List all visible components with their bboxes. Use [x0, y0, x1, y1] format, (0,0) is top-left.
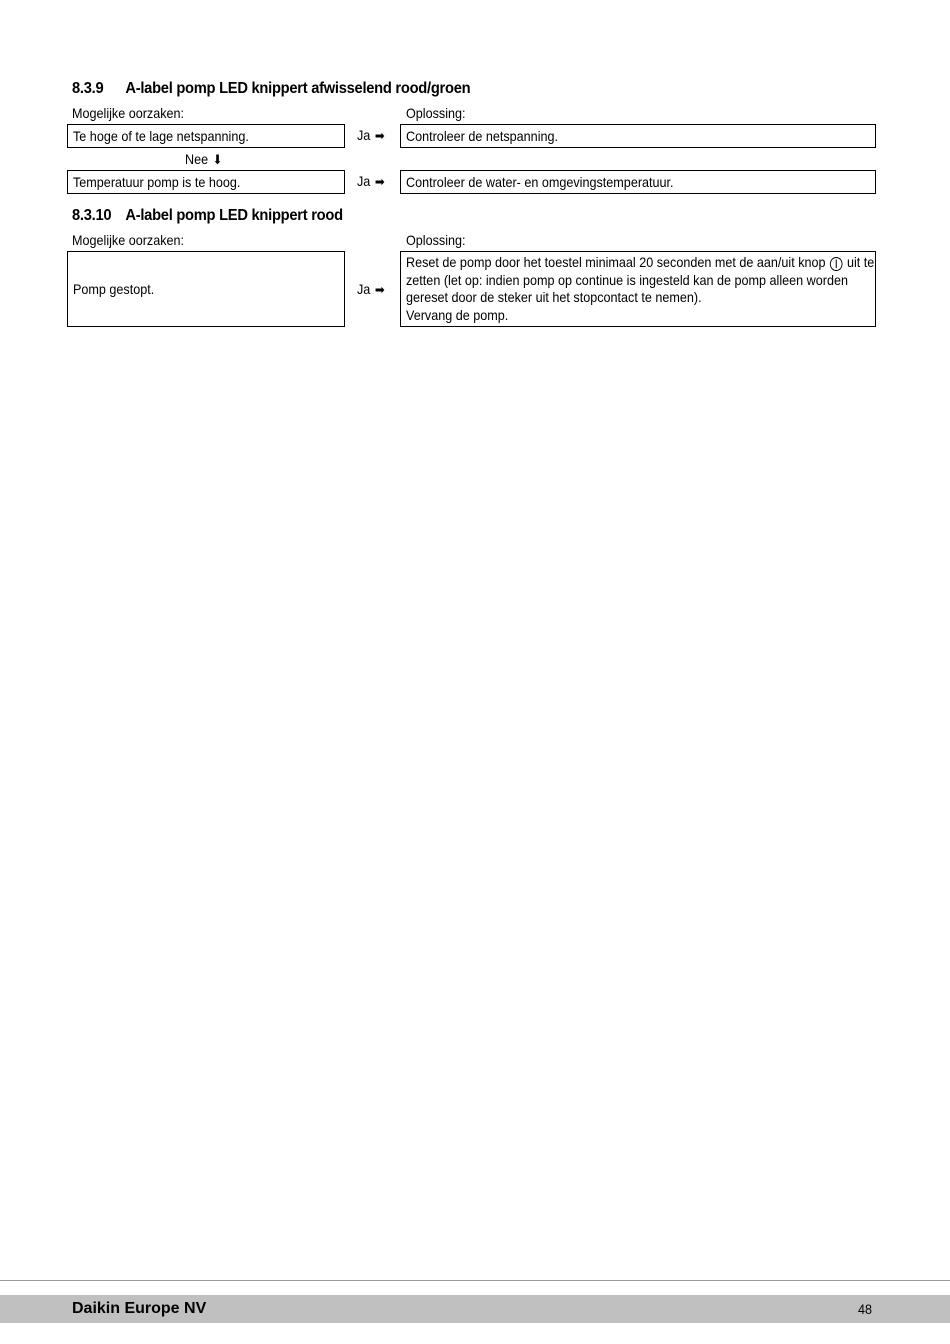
cause-text: Pomp gestopt. — [73, 281, 155, 297]
section-heading-8-3-9 — [72, 80, 470, 98]
cause-text: Te hoge of te lage netspanning. — [73, 128, 249, 144]
solution-part1: Reset de pomp door het toestel minimaal 20 seconden met de aan/uit knop — [406, 254, 826, 270]
solution-text: Controleer de water- en omgevingstemperatuur. — [406, 174, 674, 190]
footer-divider — [0, 1280, 950, 1281]
solution-label: Oplossing: — [406, 105, 466, 121]
footer-company: Daikin Europe NV — [72, 1300, 207, 1317]
solution-label: Oplossing: — [406, 232, 466, 248]
section-heading-8-3-10 — [72, 207, 343, 225]
no-connector — [185, 151, 222, 168]
solution-text: Controleer de netspanning. — [406, 128, 559, 144]
section-number: 8.3.10 — [72, 207, 112, 224]
section-title: A-label pomp LED knippert afwisselend rood/groen — [125, 80, 471, 97]
cause-box — [67, 170, 345, 194]
cause-box — [67, 251, 345, 327]
causes-label: Mogelijke oorzaken: — [72, 232, 185, 248]
solution-box — [400, 170, 876, 194]
yes-connector — [357, 281, 385, 298]
section-number: 8.3.9 — [72, 80, 104, 97]
yes-label: Ja — [357, 127, 371, 143]
arrow-down-icon: ⬇ — [212, 152, 223, 167]
solution-box — [400, 124, 876, 148]
yes-label: Ja — [357, 173, 371, 189]
arrow-right-icon: ➡ — [374, 282, 385, 297]
section-title: A-label pomp LED knippert rood — [125, 207, 343, 224]
cause-box — [67, 124, 345, 148]
yes-connector — [357, 127, 385, 144]
solution-box — [400, 251, 876, 327]
causes-label: Mogelijke oorzaken: — [72, 105, 185, 121]
arrow-right-icon: ➡ — [374, 128, 385, 143]
no-label: Nee — [185, 151, 209, 167]
page-number: 48 — [858, 1301, 873, 1317]
yes-label: Ja — [357, 281, 371, 297]
yes-connector — [357, 173, 385, 190]
cause-text: Temperatuur pomp is te hoog. — [73, 174, 241, 190]
arrow-right-icon: ➡ — [374, 174, 385, 189]
solution-line2: Vervang de pomp. — [406, 306, 509, 323]
solution-text — [406, 254, 876, 324]
power-button-icon: | — [830, 257, 843, 271]
solution-part2: uit te zetten (let op: indien pomp op continue is ingesteld kan de pomp alleen worden gereset door de steker uit het stopcontact te nemen). — [406, 254, 875, 305]
